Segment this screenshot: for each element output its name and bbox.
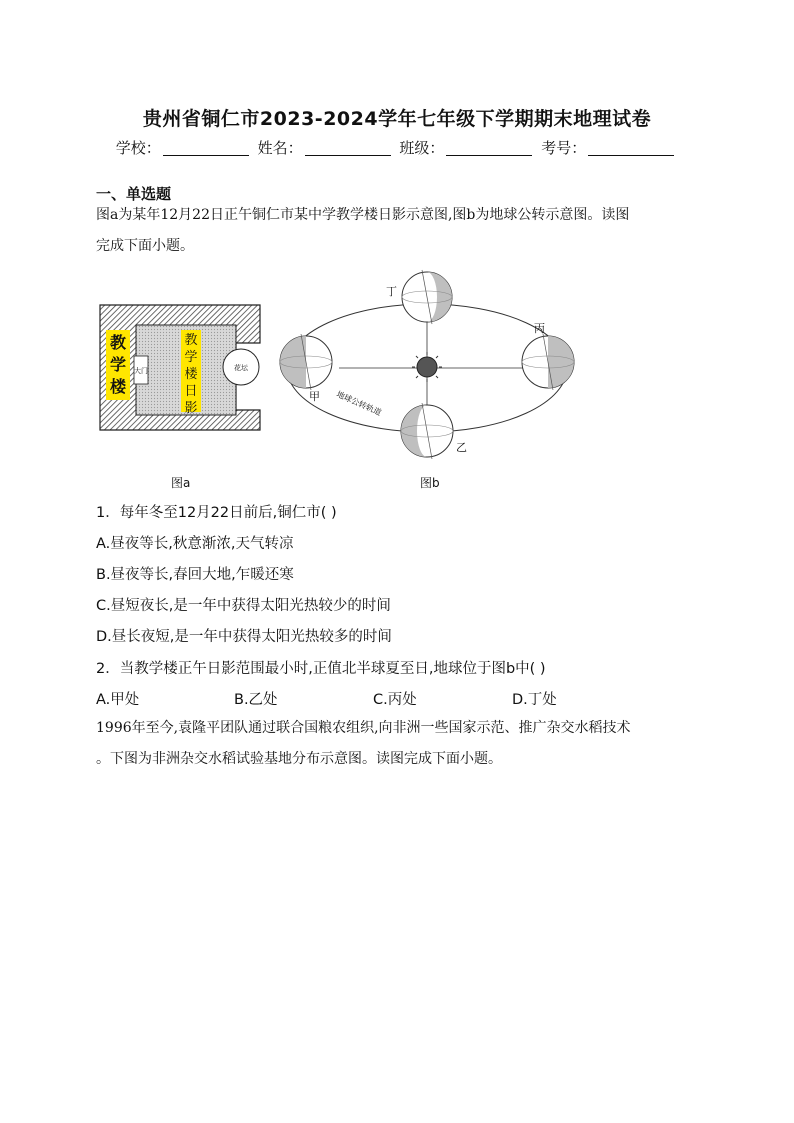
earth-bing — [522, 334, 574, 390]
shadow-char-2: 学 — [184, 350, 198, 365]
q2-option-a[interactable]: A.甲处 — [96, 692, 140, 708]
intro-2-line-1: 1996年至今,袁隆平团队通过联合国粮农组织,向非洲一些国家示范、推广杂交水稻技术 — [96, 720, 631, 736]
question-1-stem: 1．每年冬至12月22日前后,铜仁市( ) — [96, 505, 337, 521]
label-yi: 乙 — [456, 441, 467, 454]
shadow-char-4: 日 — [184, 384, 198, 399]
school-label: 学校： — [115, 139, 161, 157]
q1-option-c[interactable]: C.昼短夜长,是一年中获得太阳光热较少的时间 — [96, 598, 391, 614]
exam-no-blank[interactable] — [588, 155, 674, 156]
shadow-char-1: 教 — [184, 333, 198, 348]
figure-a — [100, 305, 260, 430]
exam-no-label: 考号： — [541, 139, 587, 157]
flowerbed-label: 花坛 — [234, 364, 248, 372]
earth-jia — [280, 334, 332, 390]
name-label: 姓名： — [257, 139, 303, 157]
school-blank[interactable] — [163, 155, 249, 156]
student-info-line — [0, 137, 794, 158]
label-bing: 丙 — [534, 322, 545, 335]
shadow-char-3: 楼 — [184, 367, 198, 382]
sun — [417, 357, 437, 377]
intro-paragraph-2 — [96, 713, 700, 775]
building-char-3: 楼 — [109, 377, 127, 396]
intro-2-line-2: 。下图为非洲杂交水稻试验基地分布示意图。读图完成下面小题。 — [96, 751, 502, 767]
class-blank[interactable] — [446, 155, 532, 156]
figures-svg — [96, 268, 596, 498]
class-label: 班级： — [399, 139, 445, 157]
intro-paragraph-1 — [96, 200, 700, 262]
q2-option-d[interactable]: D.丁处 — [512, 692, 557, 708]
question-2-stem: 2．当教学楼正午日影范围最小时,正值北半球夏至日,地球位于图b中( ) — [96, 661, 546, 677]
gate-label: 大门 — [134, 367, 148, 375]
figure-b — [280, 270, 574, 459]
figure-a-caption: 图a — [171, 476, 191, 490]
intro-1-line-2: 完成下面小题。 — [96, 238, 194, 254]
building-char-1: 教 — [109, 333, 127, 352]
q2-option-c[interactable]: C.丙处 — [373, 692, 417, 708]
building-char-2: 学 — [109, 355, 127, 374]
q1-option-d[interactable]: D.昼长夜短,是一年中获得太阳光热较多的时间 — [96, 629, 392, 645]
name-blank[interactable] — [305, 155, 391, 156]
earth-ding — [402, 270, 452, 324]
page-title: 贵州省铜仁市2023-2024学年七年级下学期期末地理试卷 — [142, 108, 652, 130]
q1-option-b[interactable]: B.昼夜等长,春回大地,乍暖还寒 — [96, 567, 294, 583]
label-ding: 丁 — [386, 285, 397, 298]
section-heading: 一、单选题 — [96, 185, 172, 203]
figure-b-caption: 图b — [420, 476, 440, 490]
earth-yi — [401, 403, 453, 459]
orbit-label: 地球公转轨道 — [335, 389, 383, 418]
q2-options — [96, 688, 557, 709]
label-jia: 甲 — [309, 390, 320, 403]
q1-option-a[interactable]: A.昼夜等长,秋意渐浓,天气转凉 — [96, 536, 294, 552]
q2-option-b[interactable]: B.乙处 — [234, 692, 278, 708]
shadow-char-5: 影 — [184, 401, 198, 416]
figure-area — [96, 268, 596, 498]
intro-1-line-1: 图a为某年12月22日正午铜仁市某中学教学楼日影示意图,图b为地球公转示意图。读图 — [96, 207, 630, 223]
